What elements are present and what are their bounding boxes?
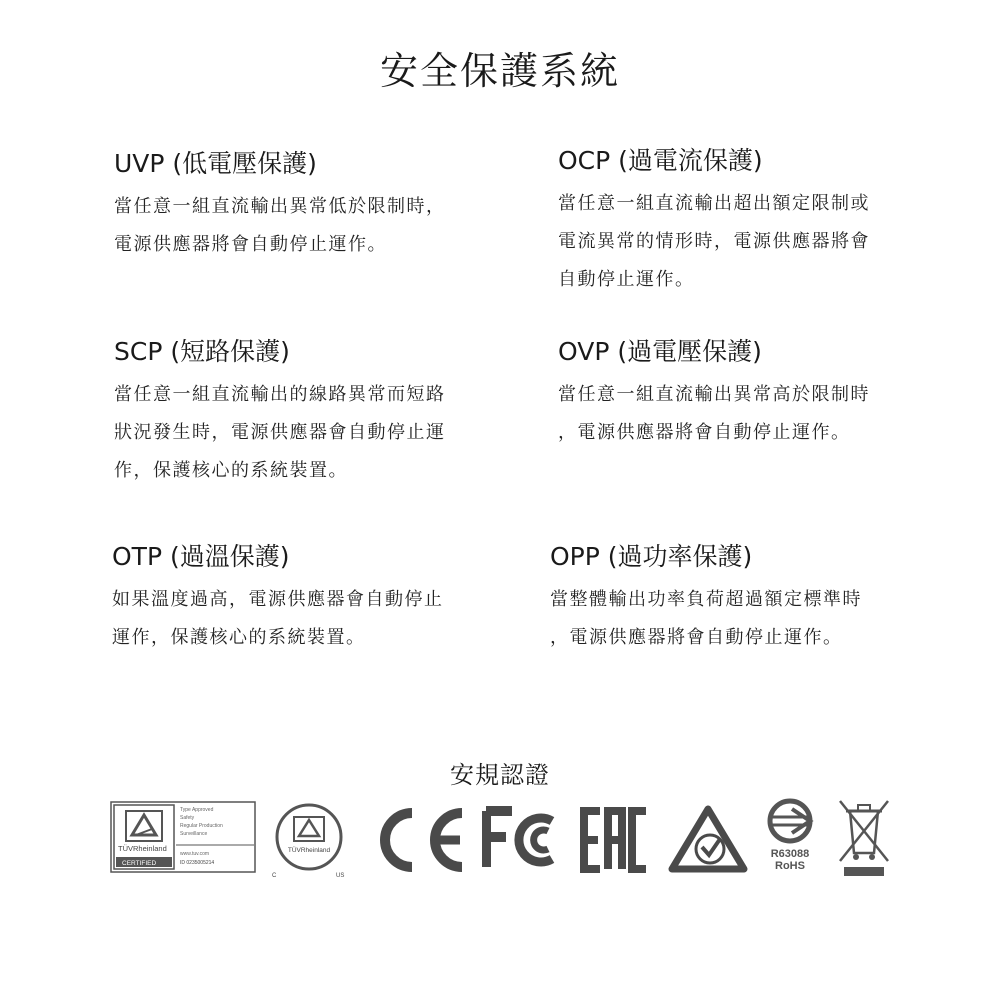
svg-text:US: US — [336, 873, 345, 879]
bsmi-rohs-mark-icon — [760, 795, 820, 877]
section-heading: OPP (過功率保護) — [550, 542, 753, 571]
section-otp — [112, 537, 502, 657]
fcc-mark-icon — [482, 805, 562, 875]
tuv-certified-badge-icon — [110, 801, 256, 873]
certification-logos — [110, 795, 900, 885]
section-line: 電源供應器將會自動停止運作。 — [114, 234, 387, 255]
svg-text:Surveillance: Surveillance — [180, 831, 208, 837]
section-heading: OCP (過電流保護) — [558, 146, 763, 175]
certifications-title: 安規認證 — [450, 761, 550, 789]
section-line: 當整體輸出功率負荷超過額定標準時 — [550, 589, 862, 610]
rcm-mark-icon — [666, 803, 750, 877]
tuv-brand-text: TÜVRheinland — [118, 844, 167, 853]
svg-text:Type Approved: Type Approved — [180, 807, 214, 813]
section-line: 當任意一組直流輸出的線路異常而短路 — [114, 384, 446, 405]
section-opp — [550, 537, 940, 657]
section-heading: OTP (過溫保護) — [112, 542, 290, 571]
section-heading: SCP (短路保護) — [114, 337, 290, 366]
svg-text:ID 0235005214: ID 0235005214 — [180, 860, 215, 866]
section-scp — [114, 332, 504, 490]
section-ovp — [558, 332, 948, 452]
svg-text:TÜVRheinland: TÜVRheinland — [287, 847, 331, 854]
tuv-certified-text: CERTIFIED — [122, 860, 157, 867]
section-line: 如果溫度過高，電源供應器會自動停止 — [112, 589, 444, 610]
section-ocp — [558, 141, 948, 299]
tuv-cus-mark-icon — [268, 799, 350, 881]
section-line: 當任意一組直流輸出異常高於限制時 — [558, 384, 870, 405]
section-line: 當任意一組直流輸出超出額定限制或 — [558, 193, 870, 214]
ce-mark-icon — [368, 805, 468, 875]
svg-text:Safety: Safety — [180, 815, 195, 821]
section-heading: OVP (過電壓保護) — [558, 337, 762, 366]
section-line: ，電源供應器將會自動停止運作。 — [550, 627, 843, 648]
section-line: 狀況發生時，電源供應器會自動停止運 — [114, 422, 446, 443]
section-line: 電流異常的情形時，電源供應器將會 — [558, 231, 870, 252]
section-line: 自動停止運作。 — [558, 269, 695, 290]
svg-text:R63088: R63088 — [770, 848, 810, 860]
section-line: ，電源供應器將會自動停止運作。 — [558, 422, 851, 443]
section-heading: UVP (低電壓保護) — [114, 149, 317, 178]
section-line: 當任意一組直流輸出異常低於限制時， — [114, 196, 446, 217]
page-title: 安全保護系統 — [379, 49, 620, 93]
section-line: 運作，保護核心的系統裝置。 — [112, 627, 366, 648]
section-uvp — [114, 144, 504, 264]
section-line: 作，保護核心的系統裝置。 — [114, 460, 348, 481]
svg-text:RoHS: RoHS — [775, 860, 805, 872]
svg-text:C: C — [272, 873, 277, 879]
eac-mark-icon — [580, 807, 652, 873]
svg-text:Regular Production: Regular Production — [180, 823, 223, 829]
weee-bin-icon — [836, 797, 892, 879]
svg-text:www.tuv.com: www.tuv.com — [180, 851, 210, 857]
